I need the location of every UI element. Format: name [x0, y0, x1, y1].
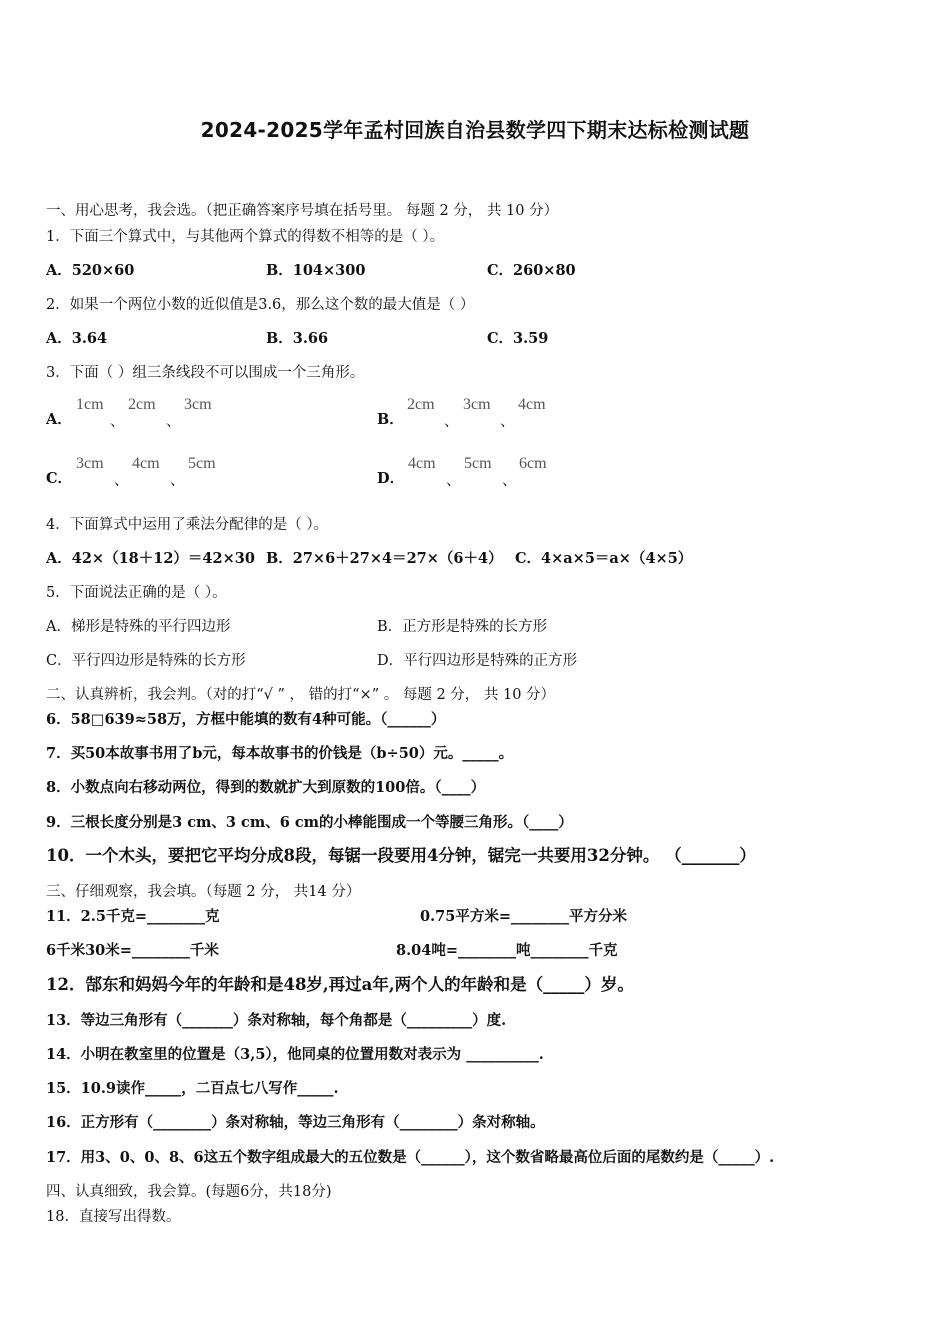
separator: 、 [444, 414, 459, 430]
segment-length: 3cm [184, 396, 212, 413]
section-1-heading: 一、用心思考，我会选。（把正确答案序号填在括号里。 每题 2 分， 共 10 分） [46, 203, 559, 219]
question-9: 9．三根长度分别是3 cm、3 cm、6 cm的小棒能围成一个等腰三角形。（____） [46, 814, 573, 831]
question-11-part-c: 6千米30米=________千米 [46, 942, 219, 959]
question-4-option-a: A．42×（18＋12）＝42×30 [46, 550, 255, 567]
question-5-option-a: A．梯形是特殊的平行四边形 [46, 619, 231, 635]
question-6: 6．58□639≈58万，方框中能填的数有4种可能。（______） [46, 711, 446, 728]
segment-length: 4cm [132, 455, 160, 472]
segment-length: 5cm [188, 455, 216, 472]
question-10: 10．一个木头，要把它平均分成8段，每锯一段要用4分钟，锯完一共要用32分钟。 （_______） [46, 846, 756, 865]
separator: 、 [110, 414, 125, 430]
question-2-option-b: B．3.66 [266, 330, 329, 347]
question-2-stem: 2．如果一个两位小数的近似值是3.6，那么这个数的最大值是（ ） [46, 297, 475, 313]
question-1-option-b: B．104×300 [266, 262, 366, 279]
question-13: 13．等边三角形有（_______）条对称轴，每个角都是（_________）度. [46, 1012, 507, 1029]
question-16: 16．正方形有（________）条对称轴，等边三角形有（________）条对称轴。 [46, 1114, 545, 1131]
section-3-heading: 三、仔细观察，我会填。（每题 2 分， 共14 分） [46, 884, 361, 900]
question-7: 7．买50本故事书用了b元，每本故事书的价钱是（b÷50）元。_____。 [46, 745, 514, 762]
question-4-option-c: C．4×a×5＝a×（4×5） [515, 550, 693, 567]
question-3-option-c-label: C． [46, 470, 73, 487]
segment-length: 1cm [76, 396, 104, 413]
separator: 、 [170, 473, 185, 489]
segment-length: 4cm [518, 396, 546, 413]
question-1-option-c: C．260×80 [487, 262, 576, 279]
segment-length: 4cm [408, 455, 436, 472]
separator: 、 [500, 414, 515, 430]
page-title: 2024-2025学年孟村回族自治县数学四下期末达标检测试题 [200, 118, 750, 142]
separator: 、 [446, 473, 461, 489]
separator: 、 [114, 473, 129, 489]
segment-length: 3cm [76, 455, 104, 472]
question-14: 14．小明在教室里的位置是（3,5），他同桌的位置用数对表示为 __________. [46, 1046, 544, 1063]
section-4-heading: 四、认真细致，我会算。(每题6分，共18分) [46, 1184, 332, 1200]
question-5-option-d: D．平行四边形是特殊的正方形 [377, 653, 578, 669]
segment-length: 2cm [128, 396, 156, 413]
question-15: 15．10.9读作_____，二百点七八写作_____. [46, 1080, 339, 1097]
question-12: 12．郜东和妈妈今年的年龄和是48岁,再过a年,两个人的年龄和是（_____）岁。 [46, 975, 634, 994]
question-8: 8．小数点向右移动两位，得到的数就扩大到原数的100倍。（____） [46, 779, 486, 796]
question-18: 18．直接写出得数。 [46, 1209, 181, 1225]
segment-length: 6cm [519, 455, 547, 472]
segment-length: 2cm [407, 396, 435, 413]
question-11-part-b: 0.75平方米=________平方分米 [420, 908, 627, 925]
question-11-part-d: 8.04吨=________吨________千克 [396, 942, 618, 959]
question-17: 17．用3、0、0、8、6这五个数字组成最大的五位数是（______），这个数省略最高位后面的尾数约是（_____）. [46, 1149, 775, 1166]
separator: 、 [502, 473, 517, 489]
question-1-option-a: A．520×60 [46, 262, 135, 279]
question-4-stem: 4．下面算式中运用了乘法分配律的是（ ）。 [46, 517, 329, 533]
question-3-option-b-label: B． [377, 411, 404, 428]
question-3-option-d-label: D． [377, 470, 405, 487]
question-5-stem: 5．下面说法正确的是（ ）。 [46, 585, 227, 601]
question-1-stem: 1．下面三个算式中，与其他两个算式的得数不相等的是（ ）。 [46, 229, 445, 245]
question-5-option-c: C．平行四边形是特殊的长方形 [46, 653, 246, 669]
segment-length: 5cm [464, 455, 492, 472]
section-2-heading: 二、认真辨析，我会判。（对的打“√ ” ， 错的打“×” 。 每题 2 分， 共 10 分） [46, 687, 556, 703]
question-3-stem: 3．下面（ ）组三条线段不可以围成一个三角形。 [46, 365, 365, 381]
question-4-option-b: B．27×6＋27×4＝27×（6＋4） [266, 550, 503, 567]
question-11-part-a: 11．2.5千克=________克 [46, 908, 220, 925]
segment-length: 3cm [463, 396, 491, 413]
question-3-option-a-label: A． [46, 411, 72, 428]
question-2-option-c: C．3.59 [487, 330, 549, 347]
question-2-option-a: A．3.64 [46, 330, 108, 347]
separator: 、 [166, 414, 181, 430]
question-5-option-b: B．正方形是特殊的长方形 [377, 619, 548, 635]
